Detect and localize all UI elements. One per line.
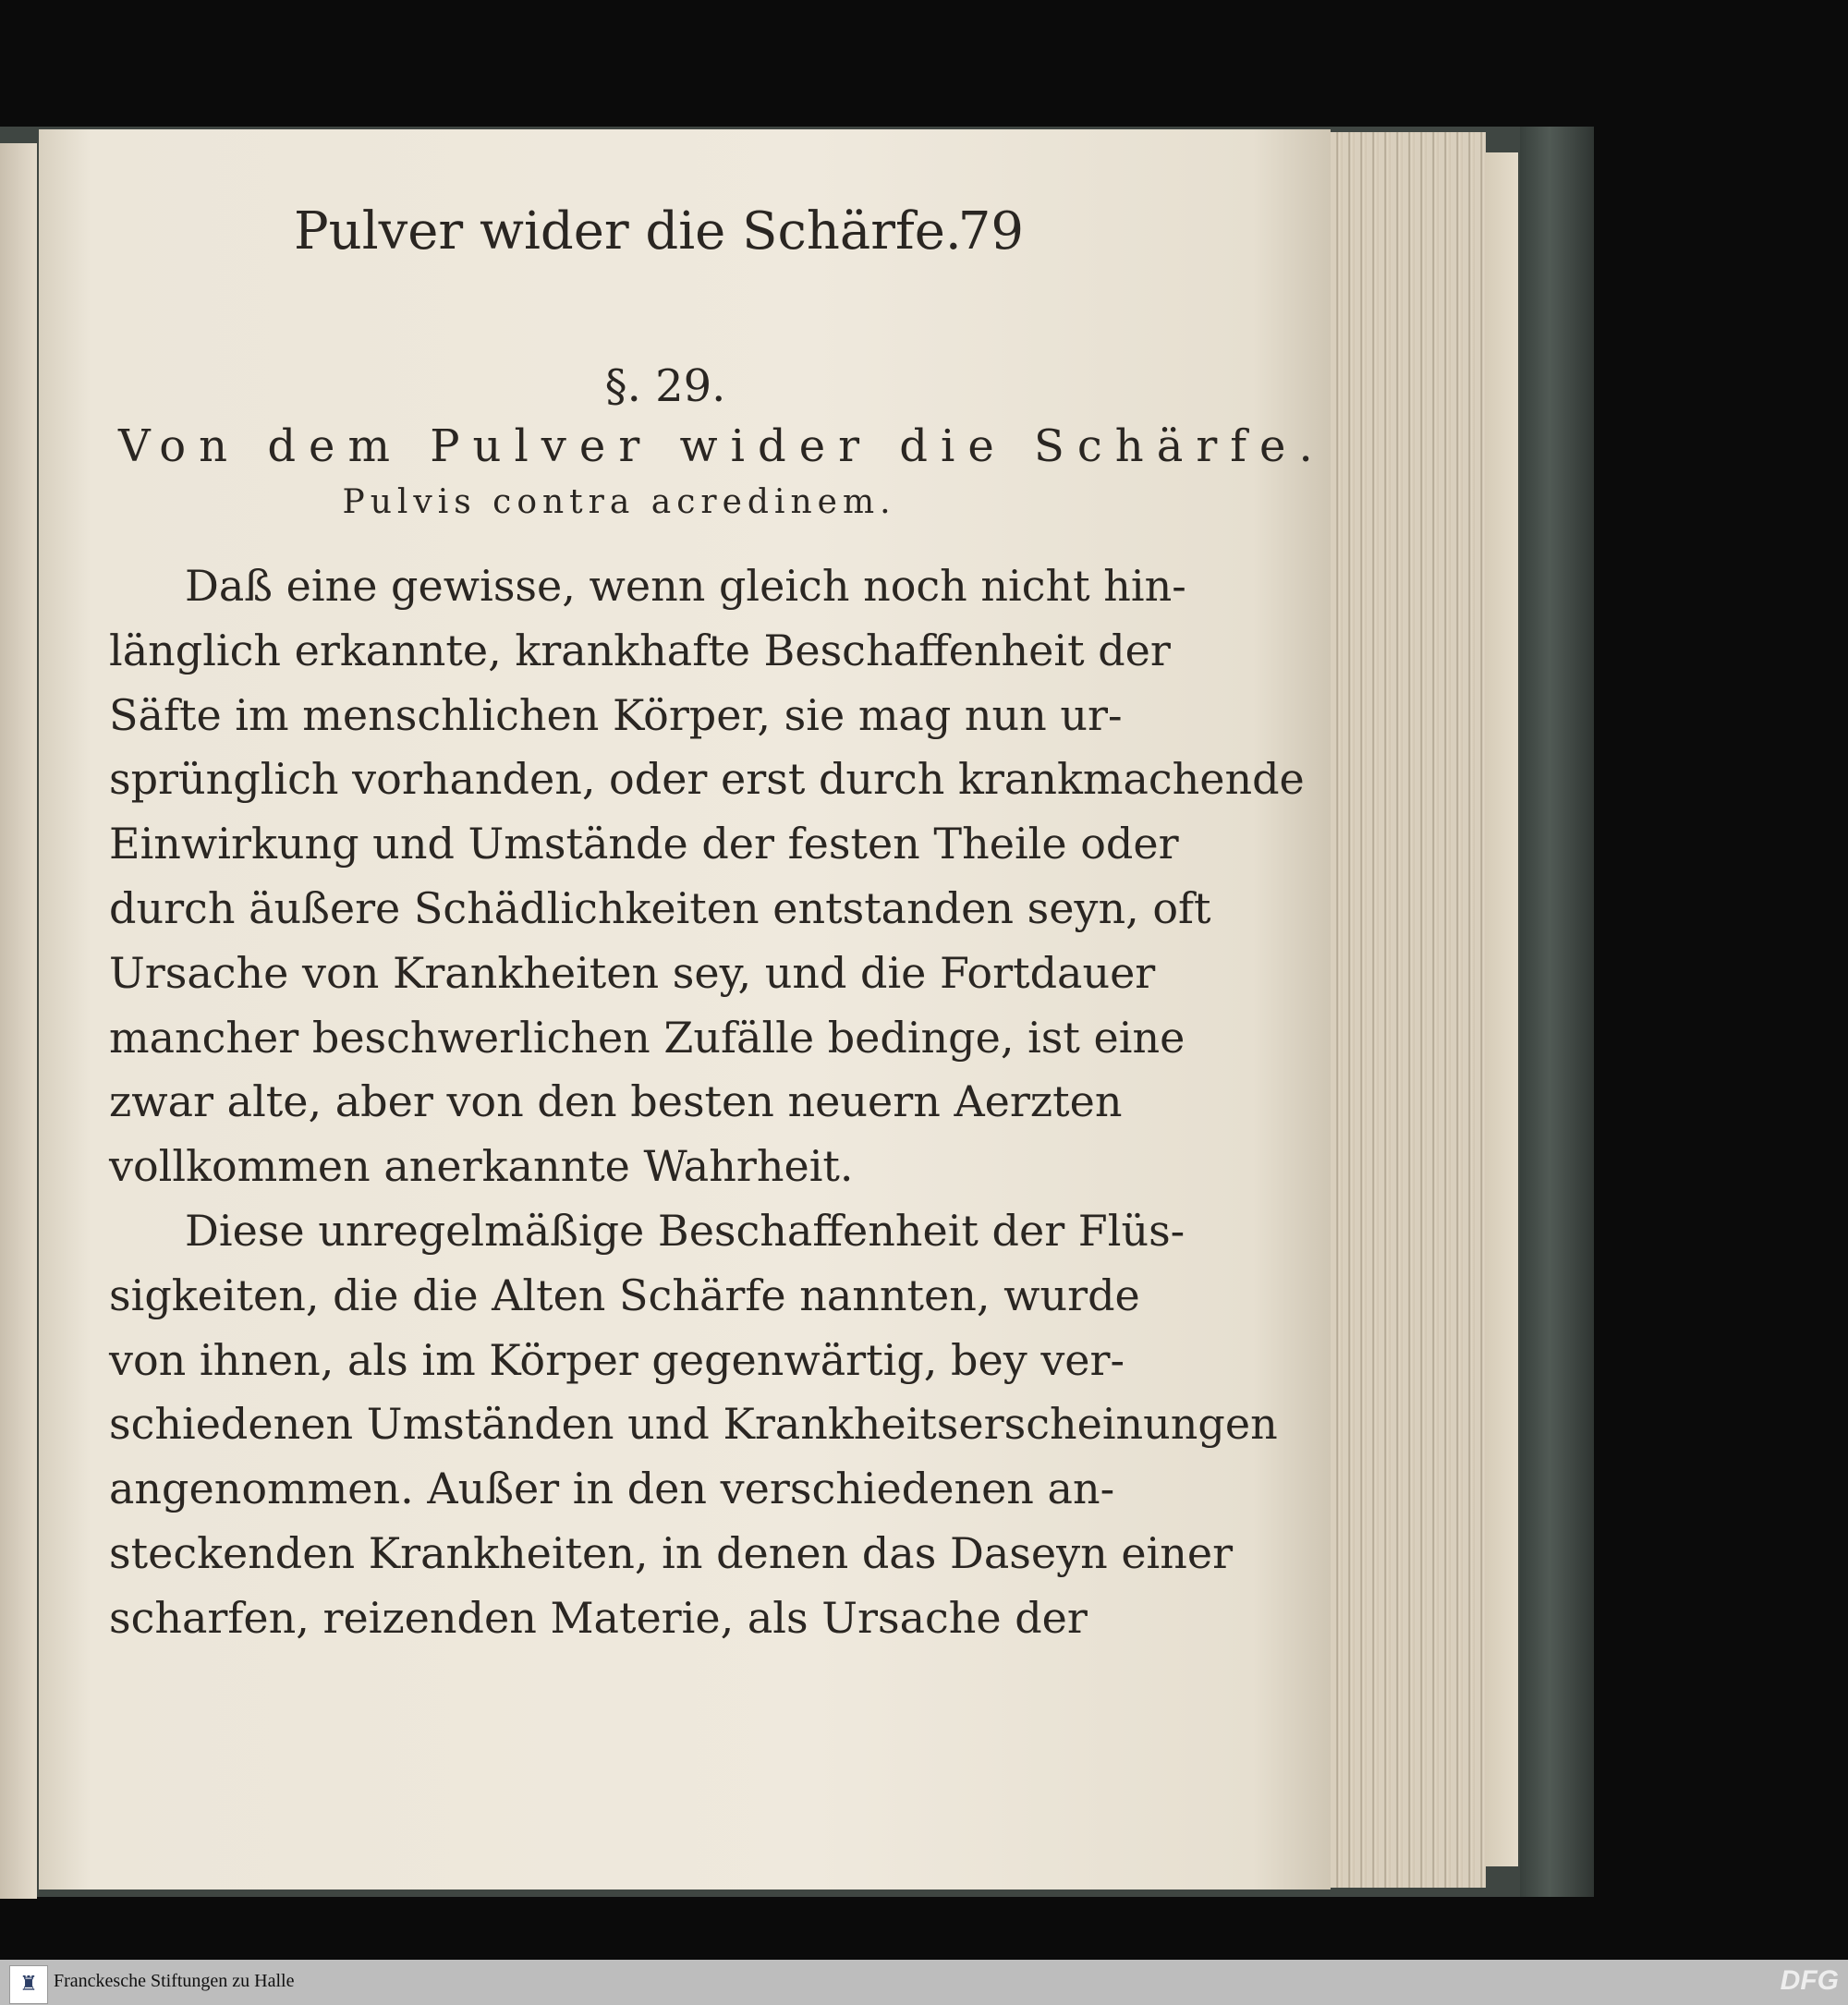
section-number: §. 29.: [604, 360, 726, 412]
page-edges-inner: [1486, 152, 1518, 1866]
text-line: von ihnen, als im Körper gegenwärtig, bey ver-: [109, 1334, 1125, 1385]
institution-logo-icon: ♜: [9, 1965, 48, 2004]
page-number: 79: [957, 201, 1024, 261]
running-head: Pulver wider die Schärfe.: [294, 201, 962, 261]
text-line: schiedenen Umständen und Krankheitserscheinungen: [109, 1399, 1278, 1450]
text-line: Einwirkung und Umstände der festen Theile oder: [109, 819, 1179, 869]
text-line: scharfen, reizenden Materie, als Ursache der: [109, 1592, 1088, 1643]
text-line: vollkommen anerkannte Wahrheit.: [109, 1141, 854, 1192]
text-line: angenommen. Außer in den verschiedenen an-: [109, 1464, 1115, 1514]
page-header: [294, 201, 1033, 266]
text-line: sigkeiten, die die Alten Schärfe nannten, wurde: [109, 1270, 1140, 1320]
institution-label: Franckesche Stiftungen zu Halle: [54, 1971, 295, 1991]
page-edges: [1331, 132, 1486, 1888]
latin-title: Pulvis contra acredinem.: [342, 483, 896, 521]
text-line: durch äußere Schädlichkeiten entstanden seyn, oft: [109, 882, 1211, 933]
text-line: Säfte im menschlichen Körper, sie mag nun ur-: [109, 689, 1123, 740]
text-line: mancher beschwerlichen Zufälle bedinge, ist eine: [109, 1012, 1185, 1063]
text-line: sprünglich vorhanden, oder erst durch krankmachende: [109, 754, 1305, 805]
section-title: Von dem Pulver wider die Schärfe.: [118, 420, 1326, 472]
body-text: [109, 554, 1305, 1651]
text-line: zwar alte, aber von den besten neuern Aerzten: [109, 1076, 1123, 1127]
book-cover-edge: [1520, 127, 1594, 1897]
text-line: länglich erkannte, krankhafte Beschaffenheit der: [109, 625, 1171, 675]
text-line: Diese unregelmäßige Beschaffenheit der Flüs-: [185, 1205, 1185, 1256]
footer-bar: [0, 1960, 1848, 2005]
text-line: steckenden Krankheiten, in denen das Daseyn einer: [109, 1527, 1234, 1578]
text-line: Ursache von Krankheiten sey, und die Fortdauer: [109, 947, 1156, 998]
dfg-logo: DFG: [1780, 1965, 1839, 1996]
text-line: Daß eine gewisse, wenn gleich noch nicht hin-: [185, 561, 1186, 611]
